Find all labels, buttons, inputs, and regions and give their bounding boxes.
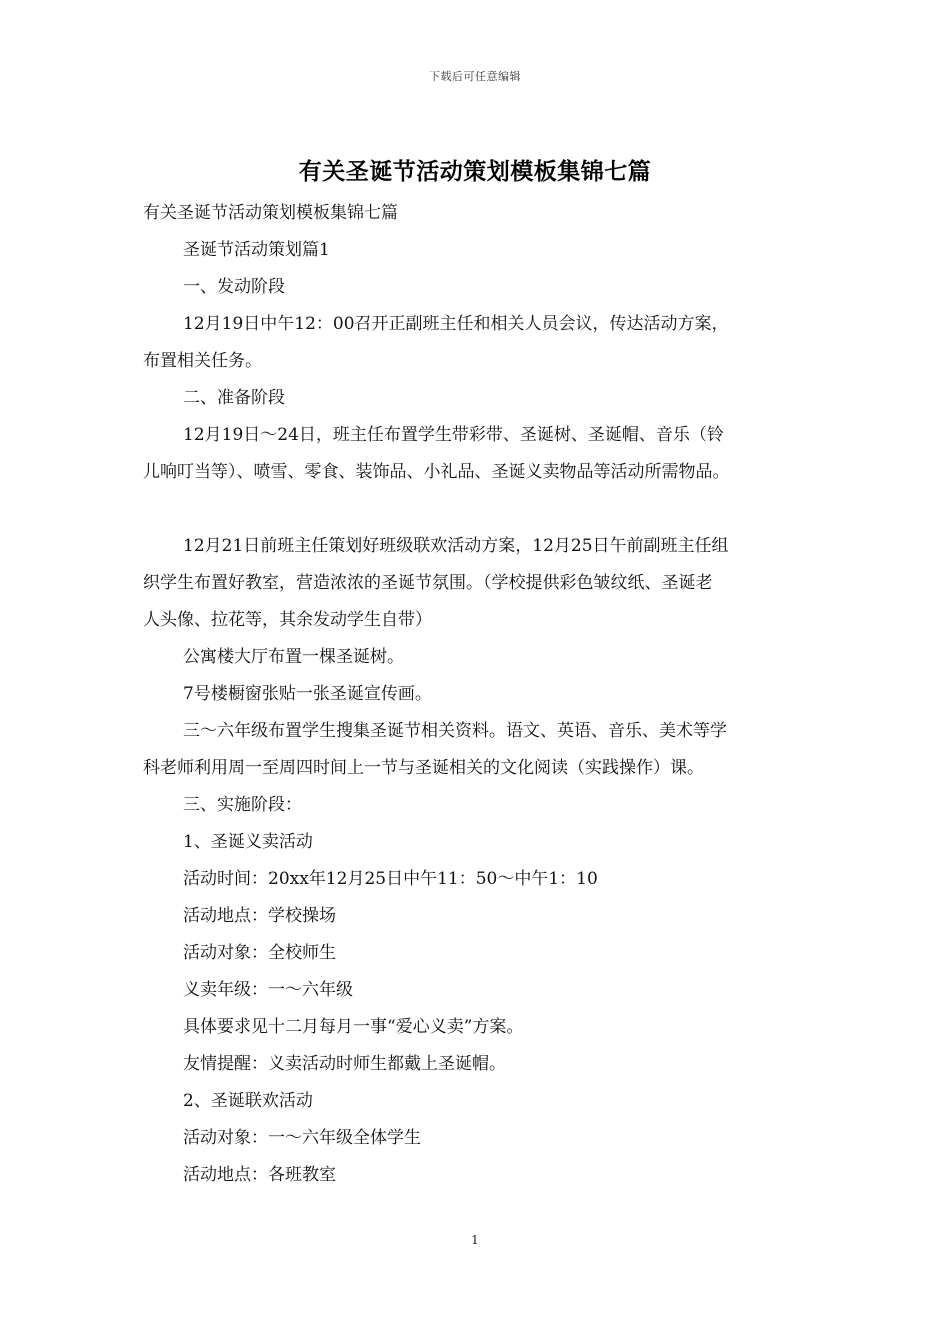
paragraph-line: 12月19日中午12：00召开正副班主任和相关人员会议，传达活动方案， — [183, 314, 729, 334]
document-body — [143, 195, 823, 1194]
activity-detail: 活动对象：全校师生 — [183, 943, 336, 963]
paragraph-line: 人头像、拉花等，其余发动学生自带） — [143, 610, 432, 630]
paragraph-line: 儿响叮当等）、喷雪、零食、装饰品、小礼品、圣诞义卖物品等活动所需物品。 — [143, 462, 730, 482]
activity-heading: 2、圣诞联欢活动 — [183, 1091, 313, 1111]
paragraph-line: 7号楼橱窗张贴一张圣诞宣传画。 — [183, 684, 432, 704]
paragraph-line: 布置相关任务。 — [143, 351, 262, 371]
document-title: 有关圣诞节活动策划模板集锦七篇 — [298, 158, 652, 185]
activity-heading: 1、圣诞义卖活动 — [183, 832, 313, 852]
activity-detail: 义卖年级：一～六年级 — [183, 980, 353, 1000]
section-heading: 圣诞节活动策划篇1 — [183, 240, 330, 260]
subtitle-line: 有关圣诞节活动策划模板集锦七篇 — [143, 203, 398, 223]
paragraph-line: 12月21日前班主任策划好班级联欢活动方案，12月25日午前副班主任组 — [183, 536, 729, 556]
stage-heading: 三、实施阶段： — [183, 795, 302, 815]
activity-detail: 活动地点：学校操场 — [183, 906, 336, 926]
stage-heading: 二、准备阶段 — [183, 388, 285, 408]
page-number: 1 — [471, 1233, 479, 1247]
header-note: 下载后可任意编辑 — [429, 70, 521, 83]
paragraph-line: 科老师利用周一至周四时间上一节与圣诞相关的文化阅读（实践操作）课。 — [143, 758, 704, 778]
activity-detail: 友情提醒：义卖活动时师生都戴上圣诞帽。 — [183, 1054, 506, 1074]
paragraph-line: 三～六年级布置学生搜集圣诞节相关资料。语文、英语、音乐、美术等学 — [183, 721, 727, 741]
stage-heading: 一、发动阶段 — [183, 277, 285, 297]
paragraph-line: 12月19日～24日，班主任布置学生带彩带、圣诞树、圣诞帽、音乐（铃 — [183, 425, 724, 445]
activity-detail: 具体要求见十二月每月一事“爱心义卖”方案。 — [183, 1017, 524, 1037]
activity-detail: 活动地点：各班教室 — [183, 1165, 336, 1185]
activity-detail: 活动对象：一～六年级全体学生 — [183, 1128, 421, 1148]
blank-line — [143, 491, 823, 528]
paragraph-line: 织学生布置好教室，营造浓浓的圣诞节氛围。（学校提供彩色皱纹纸、圣诞老 — [143, 573, 713, 593]
paragraph-line: 公寓楼大厅布置一棵圣诞树。 — [183, 647, 404, 667]
activity-detail: 活动时间：20xx年12月25日中午11：50～中午1：10 — [183, 869, 598, 889]
